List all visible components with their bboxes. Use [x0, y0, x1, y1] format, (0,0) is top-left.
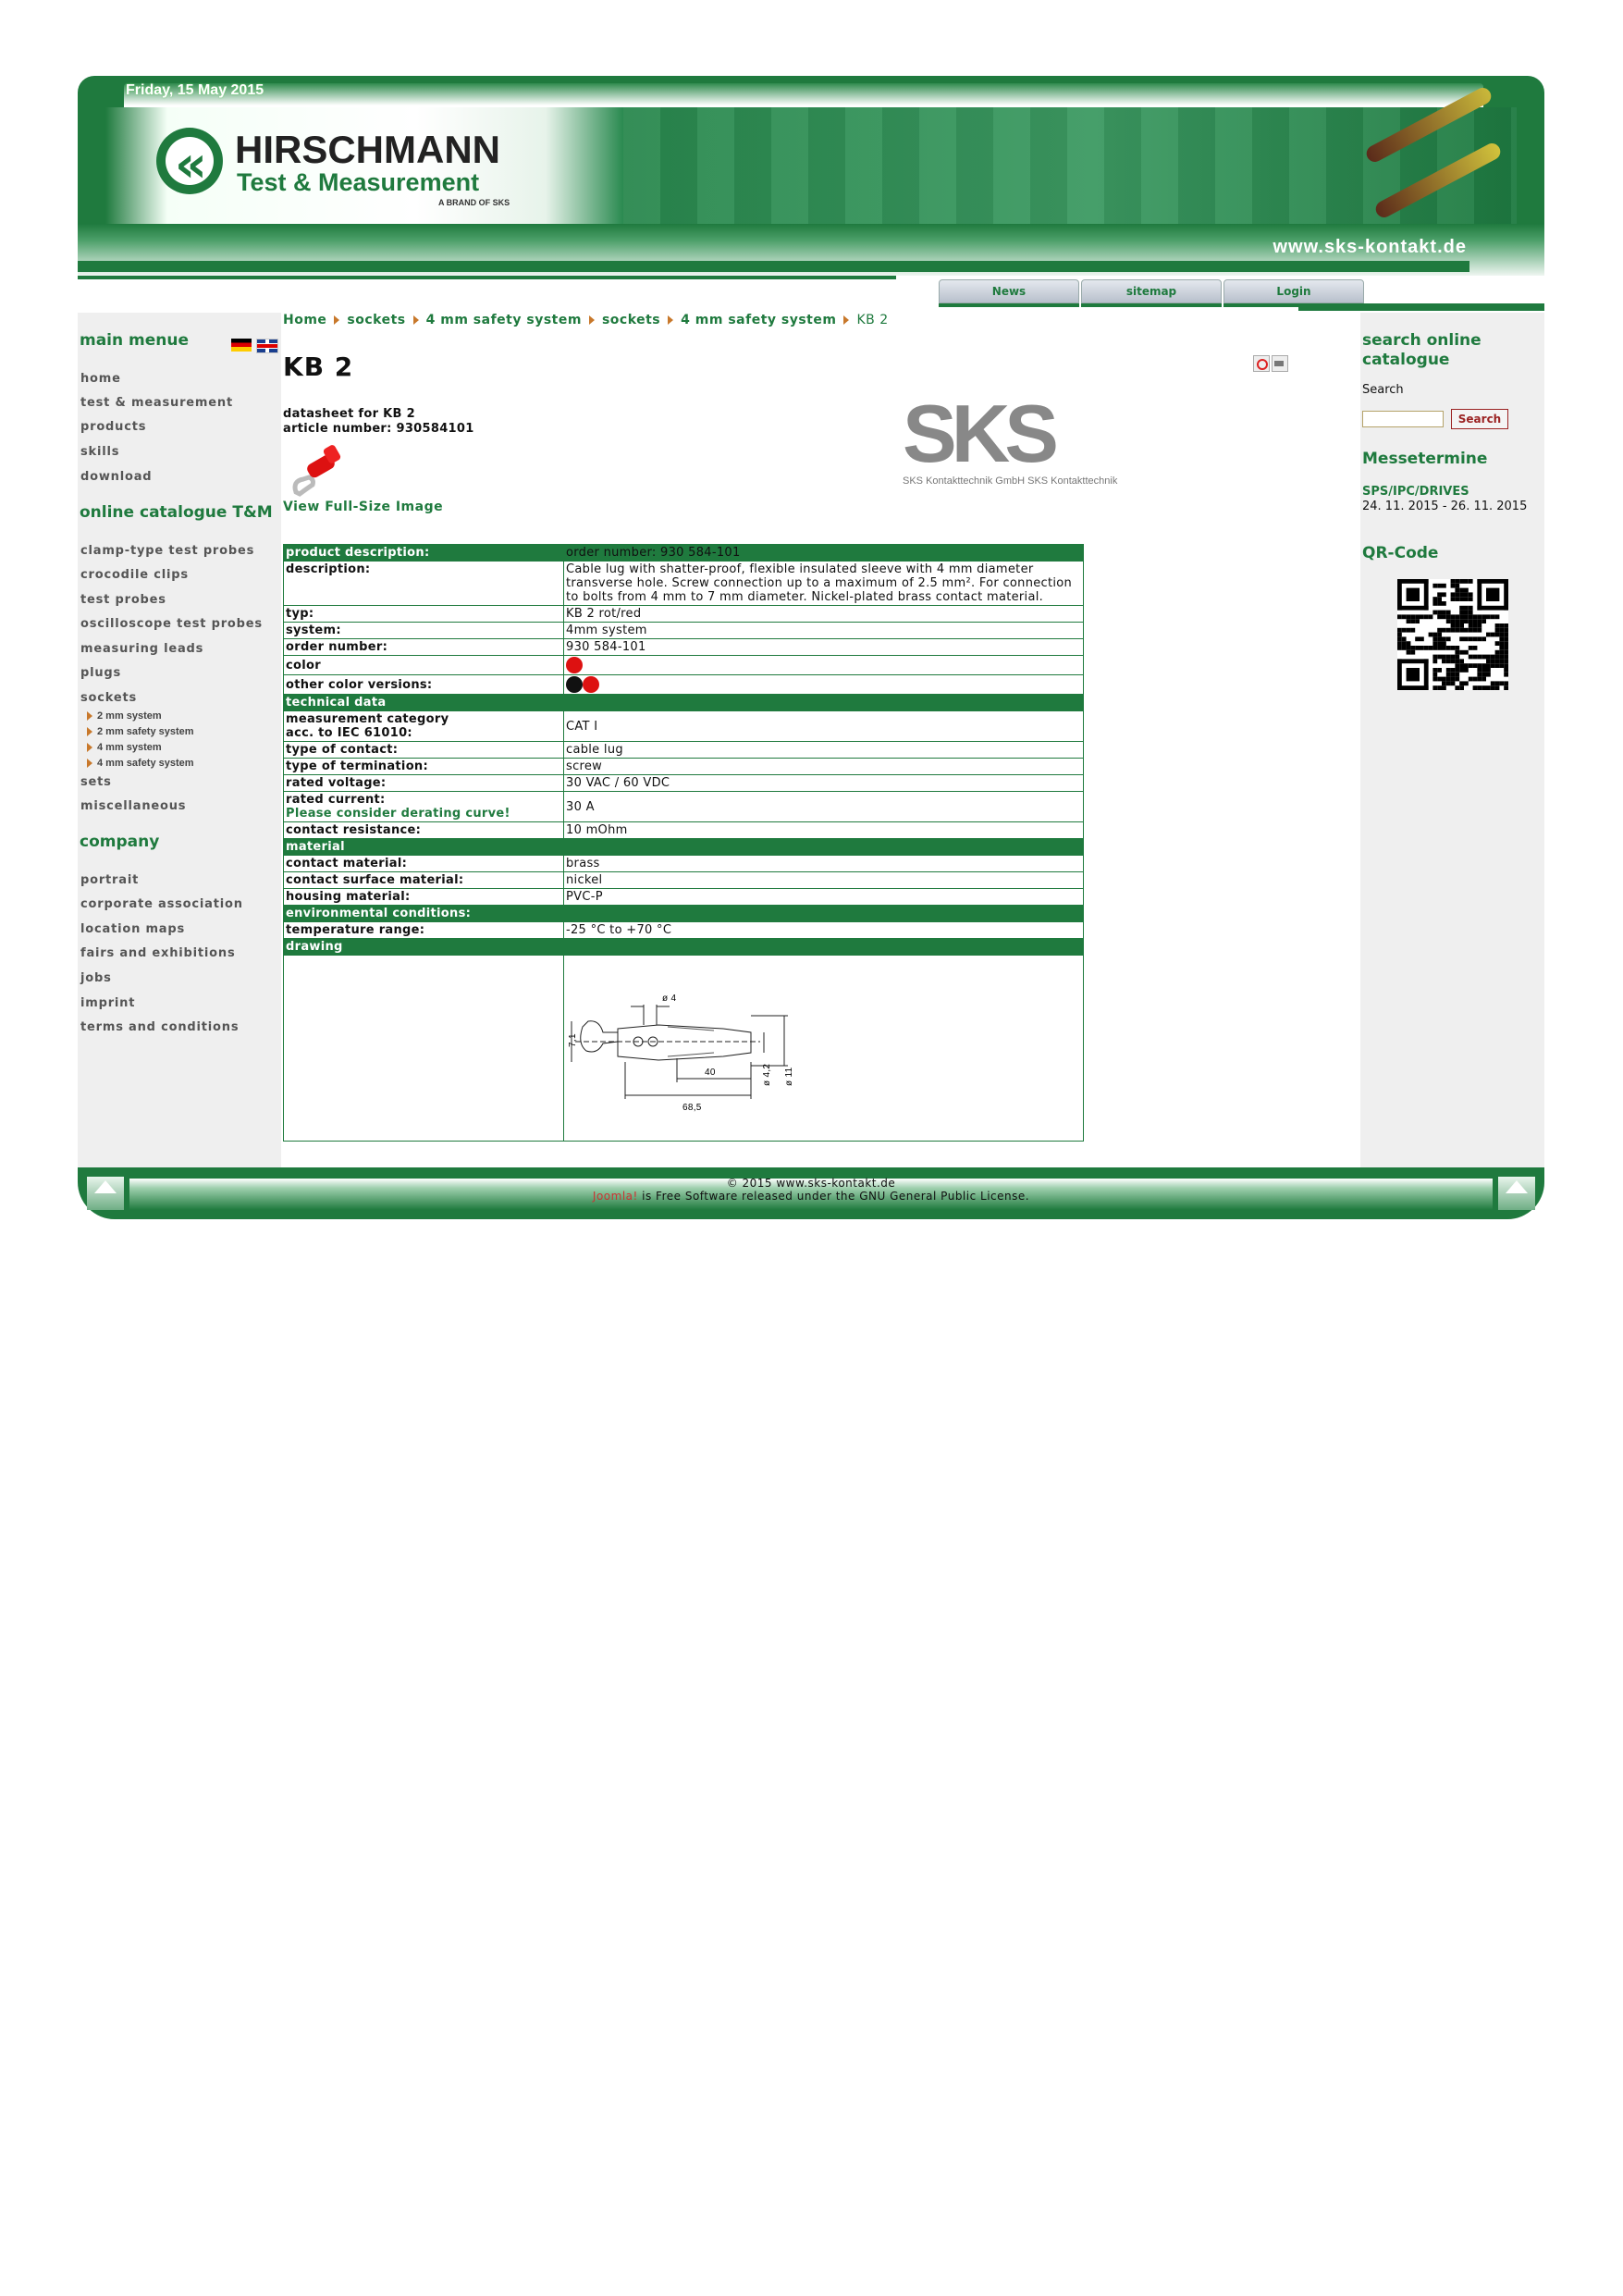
table-row: [284, 562, 1084, 606]
sks-logo: [903, 388, 1118, 494]
breadcrumb-arrow-icon: [668, 315, 673, 325]
spec-table: [283, 544, 1084, 1142]
spec-label: [284, 711, 564, 742]
pdf-icon[interactable]: [1253, 355, 1270, 372]
breadcrumb-4mm-safety-system[interactable]: 4 mm safety system: [425, 313, 582, 327]
derating-curve-link[interactable]: Please consider derating curve!: [286, 807, 510, 821]
logo-brand: A BRAND OF SKS: [438, 198, 510, 207]
header: [78, 76, 1544, 279]
sockets-sub-4mm-safety-system[interactable]: 4 mm safety system: [87, 758, 194, 769]
spec-value: KB 2 rot/red: [564, 606, 1084, 623]
breadcrumb-sockets[interactable]: sockets: [601, 313, 661, 327]
spec-value: 10 mOhm: [564, 822, 1084, 839]
dim-label: 68,5: [682, 1103, 702, 1113]
table-row: [284, 956, 1084, 1142]
section-header: drawing: [284, 939, 1084, 956]
section-header: product description:: [284, 545, 564, 562]
messe-heading: Messetermine: [1362, 450, 1488, 468]
left-sidebar: [78, 313, 281, 1167]
hirschmann-logo[interactable]: [105, 107, 623, 224]
view-full-size-image-link[interactable]: View Full-Size Image: [283, 500, 444, 514]
joomla-link[interactable]: Joomla!: [592, 1190, 638, 1203]
catalogue-item-clamp-type-test-probes[interactable]: clamp-type test probes: [80, 544, 255, 558]
company-item-imprint[interactable]: imprint: [80, 996, 136, 1010]
spec-value: 30 A: [564, 792, 1084, 822]
spec-label: contact resistance:: [284, 822, 564, 839]
company-item-terms[interactable]: terms and conditions: [80, 1020, 240, 1034]
drawing-label-cell: [284, 956, 564, 1142]
menu-item-home[interactable]: home: [80, 372, 121, 386]
spec-label: type of termination:: [284, 759, 564, 775]
header-stripe: [78, 261, 1469, 272]
footer: [78, 1167, 1544, 1219]
table-row: [284, 742, 1084, 759]
spec-value: [564, 656, 1084, 675]
dim-label: ø 4,2: [762, 1063, 772, 1086]
spec-label: temperature range:: [284, 922, 564, 939]
table-row: [284, 939, 1084, 956]
catalogue-item-oscilloscope-test-probes[interactable]: oscilloscope test probes: [80, 617, 263, 631]
spec-value: nickel: [564, 872, 1084, 889]
spec-label: color: [284, 656, 564, 675]
breadcrumb-4mm-safety-system[interactable]: 4 mm safety system: [681, 313, 837, 327]
qr-heading: QR-Code: [1362, 544, 1439, 562]
spec-label: type of contact:: [284, 742, 564, 759]
spec-label: contact surface material:: [284, 872, 564, 889]
table-row: [284, 675, 1084, 695]
spec-label-line: rated current:: [286, 793, 386, 807]
product-thumbnail[interactable]: [290, 438, 346, 501]
spec-label: rated voltage:: [284, 775, 564, 792]
spec-value: [564, 675, 1084, 695]
spec-label: order number:: [284, 639, 564, 656]
breadcrumb: [283, 313, 889, 327]
tab-news[interactable]: News: [939, 279, 1079, 303]
catalogue-item-test-probes[interactable]: test probes: [80, 593, 166, 607]
sockets-sub-4mm-system[interactable]: 4 mm system: [87, 742, 162, 753]
catalogue-heading: online catalogue T&M: [80, 503, 273, 522]
catalogue-item-sockets[interactable]: sockets: [80, 691, 138, 705]
table-row: [284, 695, 1084, 711]
spec-label: contact material:: [284, 856, 564, 872]
table-row: [284, 792, 1084, 822]
messe-event-link[interactable]: SPS/IPC/DRIVES: [1362, 485, 1469, 499]
search-button[interactable]: Search: [1451, 409, 1508, 429]
breadcrumb-arrow-icon: [843, 315, 849, 325]
dim-label: ø 11: [784, 1067, 794, 1086]
spec-label: typ:: [284, 606, 564, 623]
footer-copyright: © 2015 www.sks-kontakt.de: [726, 1177, 896, 1190]
tab-sitemap[interactable]: sitemap: [1081, 279, 1222, 303]
english-flag-icon[interactable]: [256, 339, 278, 353]
breadcrumb-arrow-icon: [334, 315, 339, 325]
breadcrumb-arrow-icon: [413, 315, 419, 325]
spec-value: 4mm system: [564, 623, 1084, 639]
table-row: [284, 711, 1084, 742]
breadcrumb-sockets[interactable]: sockets: [347, 313, 406, 327]
spec-value: PVC-P: [564, 889, 1084, 906]
table-row: [284, 545, 1084, 562]
search-heading: search online catalogue: [1362, 331, 1482, 369]
color-swatch-black[interactable]: [566, 676, 583, 693]
table-row: [284, 856, 1084, 872]
spec-label: housing material:: [284, 889, 564, 906]
menu-item-products[interactable]: products: [80, 420, 147, 434]
section-header: environmental conditions:: [284, 906, 1084, 922]
tab-underline: [1081, 303, 1222, 307]
company-item-portrait[interactable]: portrait: [80, 873, 140, 887]
breadcrumb-arrow-icon: [589, 315, 595, 325]
company-item-fairs-exhibitions[interactable]: fairs and exhibitions: [80, 946, 236, 960]
table-row: [284, 922, 1084, 939]
color-swatch-red: [566, 657, 583, 673]
site-url: www.sks-kontakt.de: [1273, 237, 1467, 257]
company-item-corporate-association[interactable]: corporate association: [80, 897, 243, 911]
sockets-sub-2mm-system[interactable]: 2 mm system: [87, 710, 162, 722]
spec-value: cable lug: [564, 742, 1084, 759]
menu-item-test-measurement[interactable]: test & measurement: [80, 396, 233, 410]
table-row: [284, 639, 1084, 656]
search-input[interactable]: [1362, 411, 1444, 427]
section-header: technical data: [284, 695, 1084, 711]
spec-value: 930 584-101: [564, 639, 1084, 656]
table-row: [284, 822, 1084, 839]
print-icon[interactable]: [1272, 355, 1288, 372]
catalogue-item-crocodile-clips[interactable]: crocodile clips: [80, 568, 189, 582]
catalogue-item-miscellaneous[interactable]: miscellaneous: [80, 799, 187, 813]
sks-logo-text: SKS: [903, 388, 1053, 479]
drawing-cell: [564, 956, 1084, 1142]
header-banner: [105, 107, 1517, 224]
spec-value: screw: [564, 759, 1084, 775]
spec-value: CAT I: [564, 711, 1084, 742]
tab-login[interactable]: Login: [1223, 279, 1364, 303]
section-header: material: [284, 839, 1084, 856]
spec-label: [284, 792, 564, 822]
technical-drawing: [566, 979, 853, 1117]
table-row: [284, 872, 1084, 889]
banner-image: [623, 107, 1517, 224]
spec-label: system:: [284, 623, 564, 639]
sks-logo-subtext: SKS Kontakttechnik GmbH SKS Kontakttechnik: [903, 475, 1118, 487]
color-swatch-red[interactable]: [583, 676, 599, 693]
spec-value: brass: [564, 856, 1084, 872]
hirschmann-logo-icon: [156, 128, 223, 194]
table-row: [284, 656, 1084, 675]
nav-stripe: [1298, 303, 1544, 311]
table-row: [284, 839, 1084, 856]
tab-underline: [939, 303, 1079, 307]
spec-label-line: measurement category: [286, 712, 449, 726]
page-title: KB 2: [283, 352, 354, 382]
page-actions: [1253, 355, 1290, 376]
catalogue-item-sets[interactable]: sets: [80, 775, 112, 789]
order-number-header: order number: 930 584-101: [564, 545, 1084, 562]
menu-item-skills[interactable]: skills: [80, 445, 120, 459]
license-text: is Free Software released under the GNU General Public License.: [637, 1190, 1030, 1203]
company-heading: company: [80, 833, 160, 851]
logo-name: HIRSCHMANN: [235, 128, 500, 171]
table-row: [284, 775, 1084, 792]
qr-code: [1397, 579, 1508, 690]
right-sidebar: [1360, 313, 1544, 1167]
table-row: [284, 606, 1084, 623]
table-row: [284, 623, 1084, 639]
dim-label: 7,1: [568, 1033, 578, 1047]
spec-label-line: acc. to IEC 61010:: [286, 726, 412, 740]
logo-subtitle: Test & Measurement: [237, 168, 480, 196]
sockets-sub-2mm-safety-system[interactable]: 2 mm safety system: [87, 726, 194, 737]
german-flag-icon[interactable]: [231, 339, 252, 352]
spec-value: Cable lug with shatter-proof, flexible insulated sleeve with 4 mm diameter transverse hole. Screw connection up to a maximum of 2.5 mm². For connection to bolts from 4 mm to 7 mm diameter. Nickel-plated brass contact material.: [564, 562, 1084, 606]
dim-label: ø 4: [662, 994, 677, 1004]
table-row: [284, 906, 1084, 922]
spec-label: description:: [284, 562, 564, 606]
datasheet-line: datasheet for KB 2: [283, 407, 415, 421]
catalogue-item-measuring-leads[interactable]: measuring leads: [80, 642, 204, 656]
breadcrumb-home[interactable]: Home: [283, 313, 327, 327]
dim-label: 40: [705, 1068, 716, 1078]
table-row: [284, 889, 1084, 906]
table-row: [284, 759, 1084, 775]
catalogue-item-plugs[interactable]: plugs: [80, 666, 122, 680]
menu-item-download[interactable]: download: [80, 470, 153, 484]
main-menu-heading: main menue: [80, 331, 190, 350]
current-date: Friday, 15 May 2015: [126, 82, 264, 98]
spec-value: 30 VAC / 60 VDC: [564, 775, 1084, 792]
search-label: Search: [1362, 383, 1404, 397]
company-item-location-maps[interactable]: location maps: [80, 922, 186, 936]
datasheet-info: [283, 407, 474, 437]
company-item-jobs[interactable]: jobs: [80, 971, 112, 985]
messe-date: 24. 11. 2015 - 26. 11. 2015: [1362, 500, 1528, 513]
footer-license: [78, 1190, 1544, 1203]
article-number: article number: 930584101: [283, 422, 474, 436]
breadcrumb-current: KB 2: [856, 313, 889, 327]
spec-label: other color versions:: [284, 675, 564, 695]
spec-value: -25 °C to +70 °C: [564, 922, 1084, 939]
